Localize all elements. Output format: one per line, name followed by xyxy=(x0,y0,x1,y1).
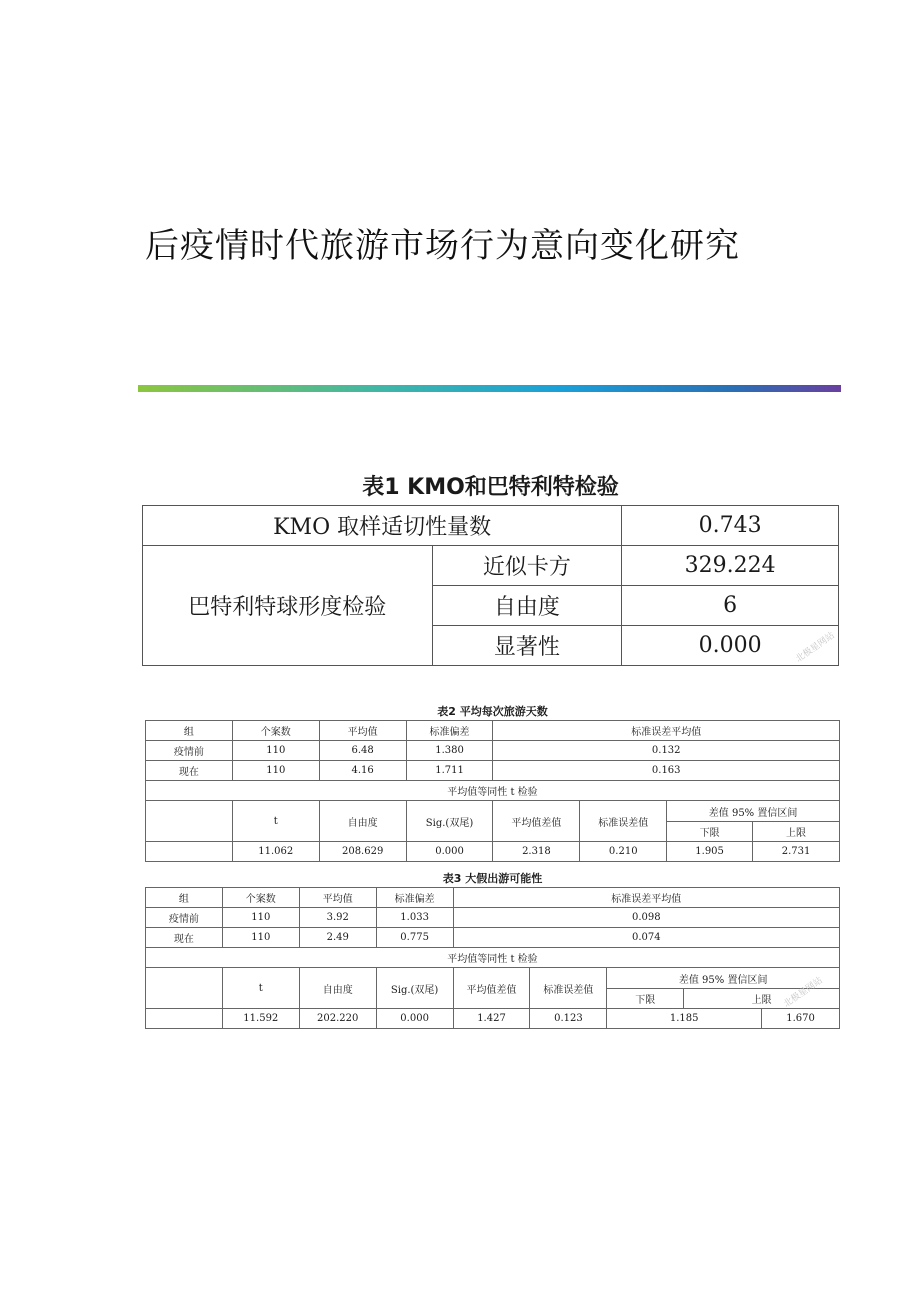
header-cell: 个案数 xyxy=(232,721,319,741)
ttest-header-row xyxy=(146,801,840,822)
table-row xyxy=(146,908,840,928)
watermark: 北极星网站 xyxy=(794,630,837,665)
row-value: 329.224 xyxy=(622,546,839,586)
table-cell: 1.185 xyxy=(607,1009,762,1029)
header-cell: 标准误差平均值 xyxy=(493,721,840,741)
table-cell: 0.210 xyxy=(580,842,667,862)
table2-caption: 表2 平均每次旅游天数 xyxy=(437,705,548,718)
header-cell: 个案数 xyxy=(222,888,299,908)
table-row xyxy=(143,506,839,546)
ttest-title: 平均值等同性 t 检验 xyxy=(146,781,840,801)
empty-cell xyxy=(146,968,223,1009)
header-cell: 平均值差值 xyxy=(453,968,530,1009)
holiday-travel-table xyxy=(145,887,840,1029)
ci-upper-header: 上限 xyxy=(684,989,840,1009)
row-label: 显著性 xyxy=(432,626,622,666)
table-cell: 0.000 xyxy=(376,1009,453,1029)
watermark: 北极星网站 xyxy=(782,975,825,1010)
table-cell: 6.48 xyxy=(319,741,406,761)
ttest-title-row xyxy=(146,948,840,968)
kmo-label: KMO 取样适切性量数 xyxy=(143,506,622,546)
table-cell: 1.427 xyxy=(453,1009,530,1029)
row-value: 0.000 xyxy=(622,626,839,666)
header-cell: t xyxy=(222,968,299,1009)
table-cell: 1.033 xyxy=(376,908,453,928)
header-cell: 自由度 xyxy=(319,801,406,842)
row-label: 自由度 xyxy=(432,586,622,626)
table-cell: 0.775 xyxy=(376,928,453,948)
table-cell: 疫情前 xyxy=(146,908,223,928)
table-cell: 110 xyxy=(222,928,299,948)
table-cell: 11.062 xyxy=(232,842,319,862)
table-row xyxy=(146,741,840,761)
table-cell: 0.123 xyxy=(530,1009,607,1029)
kmo-bartlett-table xyxy=(142,505,839,666)
header-cell: 平均值 xyxy=(299,888,376,908)
empty-cell xyxy=(146,1009,223,1029)
table-cell: 2.318 xyxy=(493,842,580,862)
table-cell: 0.000 xyxy=(406,842,493,862)
table-cell: 11.592 xyxy=(222,1009,299,1029)
row-label: 近似卡方 xyxy=(432,546,622,586)
empty-cell xyxy=(146,801,233,842)
table-cell: 0.098 xyxy=(453,908,839,928)
header-cell: 标准偏差 xyxy=(376,888,453,908)
header-cell: 组 xyxy=(146,721,233,741)
table-cell: 疫情前 xyxy=(146,741,233,761)
table-row xyxy=(146,928,840,948)
header-cell: Sig.(双尾) xyxy=(406,801,493,842)
ttest-values-row xyxy=(146,842,840,862)
ci-header: 差值 95% 置信区间 xyxy=(667,801,840,822)
header-cell: 自由度 xyxy=(299,968,376,1009)
document-title: 后疫情时代旅游市场行为意向变化研究 xyxy=(145,226,740,266)
table1-caption: 表1 KMO和巴特利特检验 xyxy=(362,475,619,500)
table-header-row xyxy=(146,888,840,908)
empty-cell xyxy=(146,842,233,862)
table-cell: 0.163 xyxy=(493,761,840,781)
header-cell: 平均值 xyxy=(319,721,406,741)
header-cell: 平均值差值 xyxy=(493,801,580,842)
table-cell: 1.711 xyxy=(406,761,493,781)
header-cell: 标准误差值 xyxy=(580,801,667,842)
table-row xyxy=(143,546,839,586)
ci-lower-header: 下限 xyxy=(667,822,753,842)
table-cell: 现在 xyxy=(146,761,233,781)
header-cell: 标准误差值 xyxy=(530,968,607,1009)
table-cell: 3.92 xyxy=(299,908,376,928)
table-cell: 现在 xyxy=(146,928,223,948)
table-cell: 110 xyxy=(232,761,319,781)
table-cell: 2.49 xyxy=(299,928,376,948)
ttest-values-row xyxy=(146,1009,840,1029)
table-cell: 0.132 xyxy=(493,741,840,761)
table-cell: 110 xyxy=(232,741,319,761)
ttest-title-row xyxy=(146,781,840,801)
table-cell: 0.074 xyxy=(453,928,839,948)
ttest-header-row xyxy=(146,968,840,989)
table-cell: 2.731 xyxy=(753,842,840,862)
table-cell: 1.380 xyxy=(406,741,493,761)
row-value: 6 xyxy=(622,586,839,626)
ci-lower-header: 下限 xyxy=(607,989,684,1009)
header-cell: 标准偏差 xyxy=(406,721,493,741)
table-cell: 1.670 xyxy=(762,1009,840,1029)
header-cell: t xyxy=(232,801,319,842)
travel-days-table xyxy=(145,720,840,862)
ttest-title: 平均值等同性 t 检验 xyxy=(146,948,840,968)
table-row xyxy=(146,761,840,781)
bartlett-label: 巴特利特球形度检验 xyxy=(143,546,433,666)
table-cell: 202.220 xyxy=(299,1009,376,1029)
table3-caption: 表3 大假出游可能性 xyxy=(442,872,543,885)
ci-header: 差值 95% 置信区间 xyxy=(607,968,840,989)
header-cell: 组 xyxy=(146,888,223,908)
table-cell: 208.629 xyxy=(319,842,406,862)
header-cell: 标准误差平均值 xyxy=(453,888,839,908)
table-cell: 4.16 xyxy=(319,761,406,781)
header-cell: Sig.(双尾) xyxy=(376,968,453,1009)
table-header-row xyxy=(146,721,840,741)
ci-upper-header: 上限 xyxy=(753,822,840,842)
table-cell: 1.905 xyxy=(667,842,753,862)
gradient-divider xyxy=(138,385,841,392)
table-cell: 110 xyxy=(222,908,299,928)
kmo-value: 0.743 xyxy=(622,506,839,546)
